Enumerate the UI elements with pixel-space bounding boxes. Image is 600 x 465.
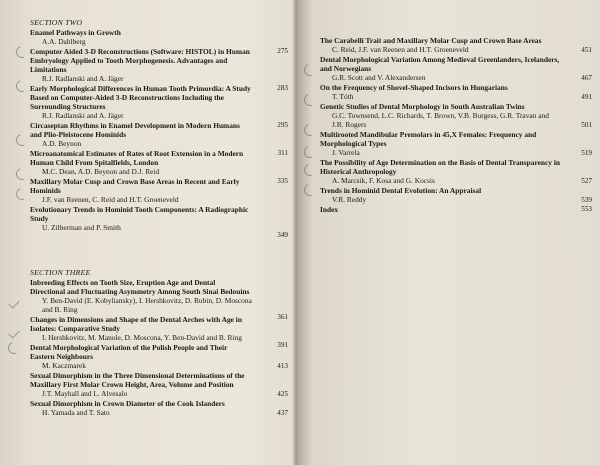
toc-entry: [320, 36, 592, 54]
toc-entry: [30, 205, 288, 239]
entry-title: Sexual Dimorphism in Crown Diameter of the Cook Islanders: [30, 399, 225, 408]
entry-page: 275: [277, 47, 288, 55]
entry-page: 501: [581, 121, 592, 129]
entry-title: Dental Morphological Variation of the Polish People and Their Eastern Neighbours: [30, 343, 228, 361]
toc-entry: [320, 158, 592, 185]
entry-authors: A.D. Beynon: [42, 139, 82, 148]
entry-authors: C. Reid, J.F. van Reenen and H.T. Groeneveld: [332, 45, 469, 54]
entry-title: Circaseptan Rhythms in Enamel Development in Modern Humans and Plio-Pleistocene Hominids: [30, 121, 240, 139]
section-three: [30, 268, 288, 418]
entry-authors: V.R. Reddy: [332, 195, 367, 204]
pencil-mark: [302, 62, 318, 78]
entry-page: 283: [277, 84, 288, 92]
entry-title: Microanatomical Estimates of Rates of Root Extension in a Modern Human Child From Spitalfields, London: [30, 149, 244, 167]
toc-index-entry: [320, 205, 592, 214]
toc-entry: [320, 83, 592, 101]
toc-entry: [30, 371, 288, 398]
toc-entry: [30, 177, 288, 204]
toc-entry: [30, 84, 288, 120]
entry-authors: J.T. Mayhall and L. Alvesalo: [42, 389, 128, 398]
entry-authors: R.J. Radlanski and A. Jäger: [42, 74, 124, 83]
book-gutter: [292, 0, 300, 465]
entry-page: 295: [277, 121, 288, 129]
entry-title: Computer Aided 3-D Reconstructions (Software: HISTOL) in Human Embryology Applied to Tooth Morphogenesis. Advantages and Limitations: [30, 47, 250, 74]
entry-title: Genetic Studies of Dental Morphology in South Australian Twins: [320, 102, 525, 111]
section-two: [30, 18, 288, 239]
entry-authors: U. Zilberman and P. Smith: [42, 223, 121, 232]
entry-title: Dental Morphological Variation Among Medieval Greenlanders, Icelanders, and Norwegians: [320, 55, 560, 73]
entry-authors: G.R. Scott and V. Alexandersen: [332, 73, 426, 82]
index-label: Index: [320, 205, 339, 214]
entry-authors: I. Hershkovitz, M. Manole, D. Moscona, Y. Ben-David and B. Ring: [42, 333, 242, 342]
pencil-mark: [302, 182, 318, 198]
pencil-mark: [302, 122, 318, 138]
entry-page: 539: [581, 196, 592, 204]
entry-authors: J. Varrela: [332, 148, 360, 157]
pencil-mark: [6, 340, 22, 356]
section-heading: SECTION TWO: [30, 18, 83, 27]
entry-page: 391: [277, 341, 288, 349]
toc-entry: [30, 47, 288, 83]
toc-continued: [320, 36, 592, 215]
toc-entry: [320, 130, 592, 157]
entry-page: 527: [581, 177, 592, 185]
pencil-mark: [14, 186, 30, 202]
toc-entry: [320, 55, 592, 82]
pencil-mark: [302, 92, 318, 108]
toc-entry: [30, 399, 288, 417]
pencil-mark: [302, 162, 318, 178]
entry-title: Sexual Dimorphism in the Three Dimensional Determinations of the Maxillary First Molar Crown Height, Area, Volume and Position: [30, 371, 245, 389]
entry-authors: M. Kaczmarek: [42, 361, 86, 370]
entry-page: 519: [581, 149, 592, 157]
entry-authors: A.A. Dahlberg: [42, 37, 86, 46]
entry-page: 425: [277, 390, 288, 398]
pencil-mark: [14, 44, 30, 60]
pencil-mark: [14, 78, 30, 94]
entry-authors: M.C. Dean, A.D. Beynon and D.J. Reid: [42, 167, 160, 176]
entry-page: 437: [277, 409, 288, 417]
entry-page: 311: [277, 149, 288, 157]
entry-page: 491: [581, 93, 592, 101]
entry-title: Enamel Pathways in Growth: [30, 28, 121, 37]
entry-title: Trends in Hominid Dental Evolution: An Appraisal: [320, 186, 482, 195]
entry-page: 467: [581, 74, 592, 82]
toc-entry: [30, 149, 288, 176]
entry-title: Evolutionary Trends in Hominid Tooth Components: A Radiographic Study: [30, 205, 249, 223]
entry-page: 349: [277, 231, 288, 239]
entry-authors: Y. Ben-David (E. Kobyliansky), I. Hershkovitz, D. Rubin, D. Moscona and B. Ring: [42, 296, 252, 314]
entry-title: On the Frequency of Shovel-Shaped Incisors in Hungarians: [320, 83, 508, 92]
entry-page: 553: [581, 205, 592, 213]
entry-title: The Possibility of Age Determination on the Basis of Dental Transparency in Historical Anthropology: [320, 158, 560, 176]
entry-title: The Carabelli Trait and Maxillary Molar Cusp and Crown Base Areas: [320, 36, 542, 45]
section-heading: SECTION THREE: [30, 268, 91, 277]
entry-authors: A. Marcsik, F. Kosa and G. Kocsis: [332, 176, 435, 185]
pencil-mark: [302, 144, 318, 160]
right-page: [300, 0, 600, 465]
pencil-mark: [8, 297, 19, 308]
entry-title: Early Morphological Differences in Human Tooth Primordia: A Study Based on Computer-Aided 3-D Reconstructions Including the Surrounding Structures: [30, 84, 251, 111]
pencil-mark: [14, 166, 30, 182]
entry-authors: R.J. Radlanski and A. Jäger: [42, 111, 124, 120]
entry-page: 361: [277, 313, 288, 321]
pencil-mark: [8, 327, 19, 338]
entry-title: Changes in Dimensions and Shape of the Dental Arches with Age in Isolates: Comparative Study: [30, 315, 242, 333]
toc-entry: [30, 121, 288, 148]
entry-authors: T. Tóth: [332, 92, 354, 101]
entry-page: 335: [277, 177, 288, 185]
entry-page: 413: [277, 362, 288, 370]
entry-title: Maxillary Molar Cusp and Crown Base Areas in Recent and Early Hominids: [30, 177, 240, 195]
entry-authors: J.F. van Reenen, C. Reid and H.T. Groeneveld: [42, 195, 179, 204]
left-page: [0, 0, 293, 465]
toc-entry: [320, 102, 592, 129]
entry-authors: G.C. Townsend, L.C. Richards, T. Brown, V.B. Burgess, G.R. Travan and J.R. Rogers: [332, 111, 549, 129]
entry-authors: H. Yamada and T. Sato: [42, 408, 110, 417]
toc-entry: [30, 28, 266, 46]
entry-page: 451: [581, 46, 592, 54]
toc-entry: [30, 278, 288, 321]
pencil-mark: [14, 132, 30, 148]
toc-entry: [320, 186, 592, 204]
entry-title: Multirooted Mandibular Premolars in 45,X Females: Frequency and Morphological Types: [320, 130, 537, 148]
entry-title: Inbreeding Effects on Tooth Size, Eruption Age and Dental Directional and Fluctuating Asymmetry Among South Sinai Bedouins: [30, 278, 250, 296]
